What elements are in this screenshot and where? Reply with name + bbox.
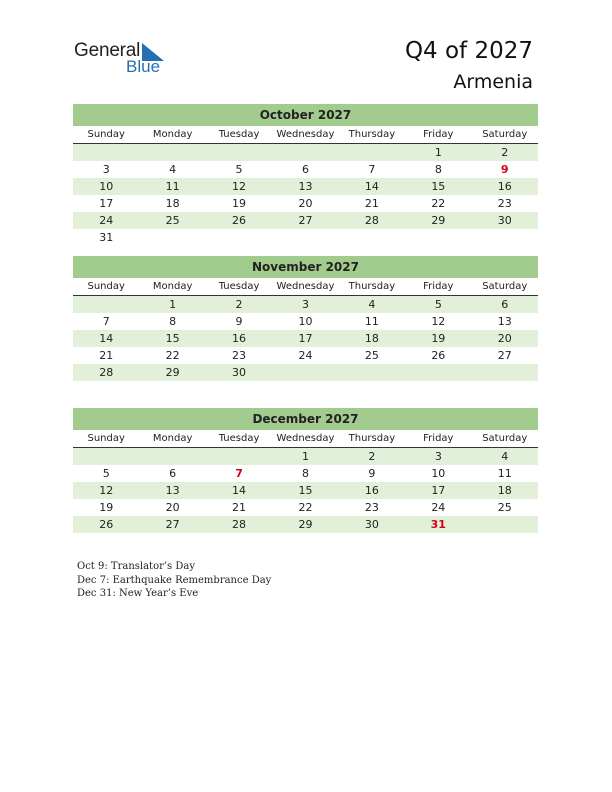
day-cell: 8 (301, 467, 309, 480)
week-row (73, 178, 538, 195)
day-cell: 10 (99, 180, 114, 193)
day-cell: 3 (301, 298, 309, 311)
day-cell: 15 (431, 180, 446, 193)
day-cell: 20 (165, 501, 180, 514)
day-cell: 12 (99, 484, 114, 497)
day-cell: 11 (165, 180, 180, 193)
week-row (73, 313, 538, 330)
brand-logo (74, 40, 174, 80)
day-cell: 18 (497, 484, 512, 497)
week-row (73, 448, 538, 465)
country-name: Armenia (453, 71, 533, 93)
weekday-label: Thursday (348, 433, 396, 444)
month-calendar (73, 104, 538, 246)
day-cell: 27 (165, 518, 180, 531)
day-cell (272, 364, 338, 381)
day-cell: 9 (235, 315, 243, 328)
day-cell: 6 (169, 467, 177, 480)
day-cell: 14 (99, 332, 114, 345)
day-cell: 26 (99, 518, 114, 531)
week-row (73, 482, 538, 499)
week-row (73, 144, 538, 161)
day-cell: 14 (364, 180, 379, 193)
day-cell: 1 (169, 298, 177, 311)
day-cell (272, 229, 338, 246)
day-cell: 2 (235, 298, 243, 311)
day-cell: 28 (99, 366, 114, 379)
day-cell: 24 (99, 214, 114, 227)
day-cell: 28 (232, 518, 247, 531)
week-row (73, 516, 538, 533)
day-cell: 11 (497, 467, 512, 480)
day-cell: 7 (235, 467, 243, 480)
day-cell: 16 (364, 484, 379, 497)
week-row (73, 296, 538, 313)
day-cell: 5 (235, 163, 243, 176)
day-cell (73, 144, 139, 161)
weekday-label: Thursday (348, 129, 396, 140)
day-cell: 15 (298, 484, 313, 497)
weekday-label: Tuesday (218, 129, 260, 140)
day-cell: 28 (364, 214, 379, 227)
week-row (73, 161, 538, 178)
day-cell: 21 (99, 349, 114, 362)
day-cell: 17 (298, 332, 313, 345)
week-row (73, 195, 538, 212)
holiday-note: Dec 31: New Year’s Eve (77, 588, 199, 599)
day-cell: 30 (364, 518, 379, 531)
day-cell: 3 (434, 450, 442, 463)
weekday-label: Sunday (87, 129, 125, 140)
day-cell: 14 (232, 484, 247, 497)
day-cell: 30 (497, 214, 512, 227)
day-cell: 26 (431, 349, 446, 362)
month-title: October 2027 (73, 104, 538, 126)
weekday-label: Monday (152, 129, 193, 140)
day-cell: 2 (501, 146, 509, 159)
day-cell: 7 (368, 163, 376, 176)
day-cell: 21 (364, 197, 379, 210)
day-cell: 19 (431, 332, 446, 345)
weekday-label: Tuesday (218, 281, 260, 292)
weekday-label: Monday (152, 433, 193, 444)
weekday-label: Friday (423, 129, 454, 140)
weekday-label: Wednesday (276, 281, 335, 292)
day-cell: 10 (298, 315, 313, 328)
day-cell (206, 448, 272, 465)
day-cell: 15 (165, 332, 180, 345)
day-cell (405, 364, 471, 381)
weekday-header-row (73, 430, 538, 448)
day-cell (339, 229, 405, 246)
week-row (73, 212, 538, 229)
day-cell (206, 229, 272, 246)
month-calendar (73, 256, 538, 381)
day-cell: 29 (165, 366, 180, 379)
day-cell: 12 (431, 315, 446, 328)
week-row (73, 330, 538, 347)
day-cell: 25 (364, 349, 379, 362)
day-cell: 4 (501, 450, 509, 463)
day-cell: 31 (99, 231, 114, 244)
day-cell: 27 (298, 214, 313, 227)
day-cell: 19 (99, 501, 114, 514)
day-cell (472, 229, 538, 246)
day-cell: 1 (434, 146, 442, 159)
day-cell (339, 364, 405, 381)
day-cell: 23 (364, 501, 379, 514)
day-cell (405, 229, 471, 246)
day-cell: 30 (232, 366, 247, 379)
weekday-label: Saturday (482, 433, 528, 444)
day-cell: 27 (497, 349, 512, 362)
month-title: November 2027 (73, 256, 538, 278)
weekday-label: Friday (423, 433, 454, 444)
day-cell: 17 (431, 484, 446, 497)
day-cell: 31 (430, 518, 446, 531)
day-cell: 22 (298, 501, 313, 514)
day-cell: 6 (501, 298, 509, 311)
weekday-label: Sunday (87, 281, 125, 292)
day-cell (139, 229, 205, 246)
day-cell (206, 144, 272, 161)
week-row (73, 229, 538, 246)
day-cell: 17 (99, 197, 114, 210)
day-cell: 7 (102, 315, 110, 328)
day-cell: 6 (301, 163, 309, 176)
day-cell (339, 144, 405, 161)
day-cell: 22 (165, 349, 180, 362)
day-cell: 24 (298, 349, 313, 362)
day-cell: 23 (497, 197, 512, 210)
week-row (73, 364, 538, 381)
day-cell: 25 (497, 501, 512, 514)
day-cell (73, 448, 139, 465)
week-row (73, 499, 538, 516)
day-cell: 20 (298, 197, 313, 210)
day-cell (472, 516, 538, 533)
day-cell: 18 (364, 332, 379, 345)
weekday-label: Wednesday (276, 433, 335, 444)
day-cell: 8 (434, 163, 442, 176)
month-title: December 2027 (73, 408, 538, 430)
day-cell (139, 144, 205, 161)
holiday-note: Oct 9: Translator’s Day (77, 561, 195, 572)
day-cell: 1 (301, 450, 309, 463)
weekday-label: Monday (152, 281, 193, 292)
day-cell (272, 144, 338, 161)
month-calendar (73, 408, 538, 533)
day-cell: 23 (232, 349, 247, 362)
day-cell: 4 (169, 163, 177, 176)
day-cell (73, 296, 139, 313)
day-cell: 11 (364, 315, 379, 328)
weekday-header-row (73, 126, 538, 144)
day-cell: 8 (169, 315, 177, 328)
day-cell: 26 (232, 214, 247, 227)
weekday-label: Thursday (348, 281, 396, 292)
day-cell: 12 (232, 180, 247, 193)
day-cell: 13 (497, 315, 512, 328)
holiday-note: Dec 7: Earthquake Remembrance Day (77, 574, 272, 586)
day-cell: 21 (232, 501, 247, 514)
day-cell: 2 (368, 450, 376, 463)
week-row (73, 465, 538, 482)
logo-word-blue: Blue (126, 57, 161, 76)
day-cell: 13 (165, 484, 180, 497)
day-cell: 5 (102, 467, 110, 480)
day-cell: 29 (431, 214, 446, 227)
day-cell: 13 (298, 180, 313, 193)
day-cell: 18 (165, 197, 180, 210)
day-cell: 5 (434, 298, 442, 311)
page-title: Q4 of 2027 (404, 38, 533, 64)
holiday-notes (77, 560, 271, 601)
weekday-label: Saturday (482, 129, 528, 140)
day-cell: 4 (368, 298, 376, 311)
weekday-label: Wednesday (276, 129, 335, 140)
day-cell: 9 (500, 163, 509, 176)
day-cell: 20 (497, 332, 512, 345)
weekday-label: Tuesday (218, 433, 260, 444)
weekday-header-row (73, 278, 538, 296)
day-cell: 22 (431, 197, 446, 210)
day-cell: 10 (431, 467, 446, 480)
day-cell: 9 (368, 467, 376, 480)
weekday-label: Friday (423, 281, 454, 292)
day-cell: 16 (232, 332, 247, 345)
day-cell: 3 (102, 163, 110, 176)
day-cell: 16 (497, 180, 512, 193)
logo-word-general: General (74, 40, 141, 61)
week-row (73, 347, 538, 364)
day-cell (139, 448, 205, 465)
day-cell: 29 (298, 518, 313, 531)
day-cell: 24 (431, 501, 446, 514)
day-cell (472, 364, 538, 381)
day-cell: 19 (232, 197, 247, 210)
weekday-label: Saturday (482, 281, 528, 292)
day-cell: 25 (165, 214, 180, 227)
weekday-label: Sunday (87, 433, 125, 444)
